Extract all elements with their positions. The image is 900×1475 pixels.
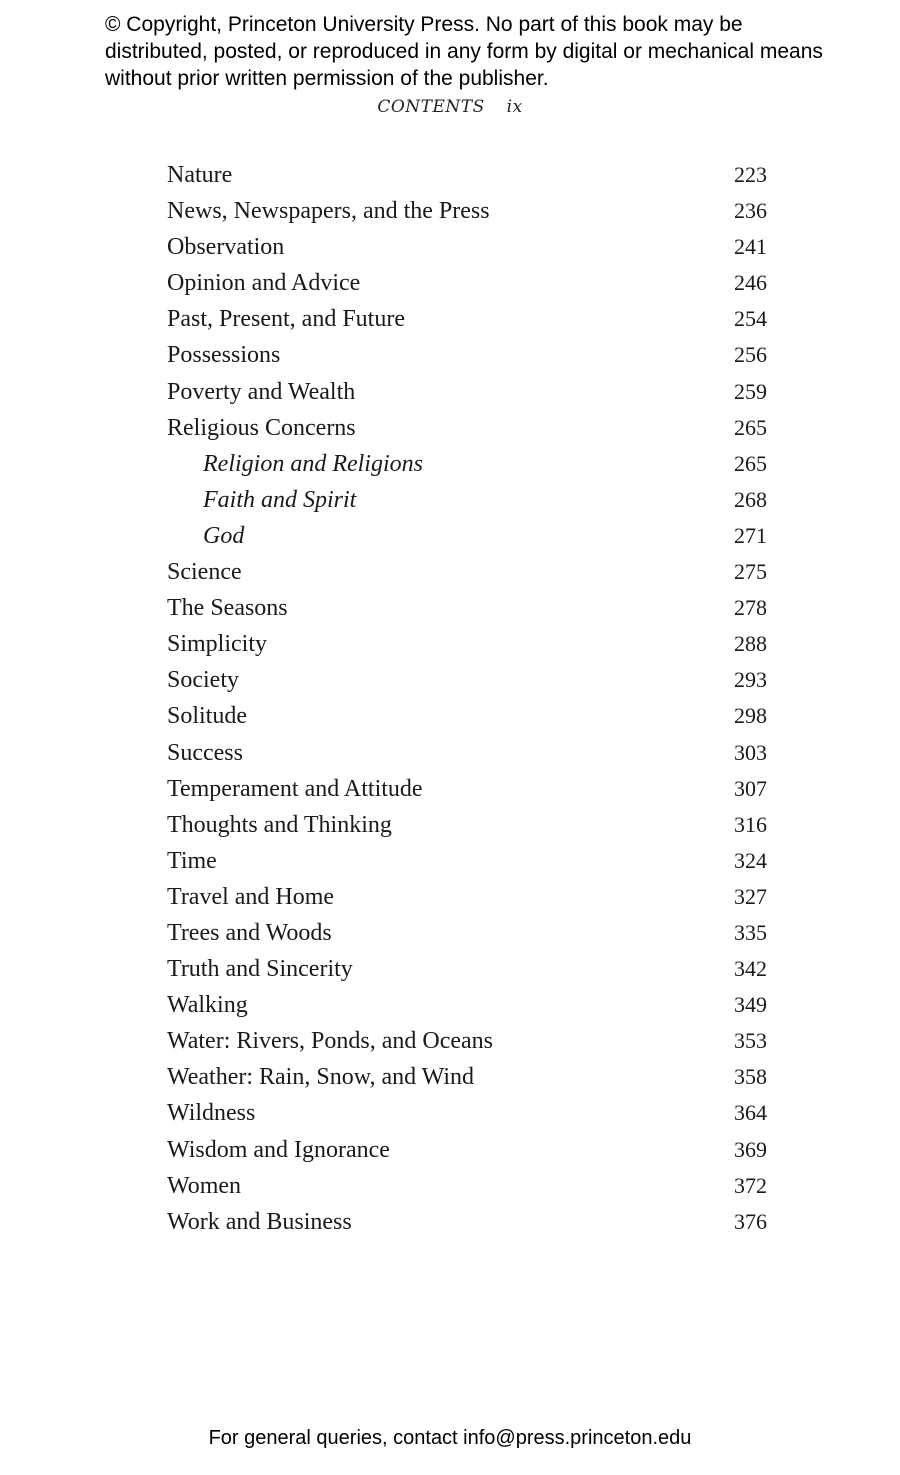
toc-entry-title: Walking: [167, 992, 248, 1019]
toc-entry-page-number: 293: [734, 667, 767, 693]
toc-entry: [167, 162, 767, 198]
toc-entry-page-number: 372: [734, 1172, 767, 1198]
toc-entry-title: Water: Rivers, Ponds, and Oceans: [167, 1028, 493, 1055]
toc-entry: [167, 415, 767, 451]
toc-entry-page-number: 349: [734, 992, 767, 1018]
toc-entry: [167, 1137, 767, 1173]
toc-entry-page-number: 303: [734, 739, 767, 765]
toc-entry: [167, 234, 767, 270]
toc-entry-title: Religious Concerns: [167, 414, 356, 441]
toc-entry-page-number: 369: [734, 1136, 767, 1162]
toc-entry: [167, 1064, 767, 1100]
toc-entry: [167, 306, 767, 342]
toc-entry: [167, 776, 767, 812]
toc-entry: [167, 1173, 767, 1209]
toc-entry-title: Thoughts and Thinking: [167, 811, 392, 838]
toc-entry: [167, 379, 767, 415]
toc-entry-page-number: 259: [734, 378, 767, 404]
toc-entry-title: News, Newspapers, and the Press: [167, 198, 490, 225]
toc-entry-page-number: 256: [734, 342, 767, 368]
toc-entry-page-number: 335: [734, 919, 767, 945]
toc-entry-title: Poverty and Wealth: [167, 378, 356, 405]
toc-subentry: [167, 451, 767, 487]
toc-entry-title: Wildness: [167, 1100, 256, 1127]
toc-entry-page-number: 241: [734, 234, 767, 260]
toc-entry-title: Truth and Sincerity: [167, 956, 353, 983]
toc-entry-page-number: 358: [734, 1064, 767, 1090]
toc-entry-title: Trees and Woods: [167, 919, 332, 946]
toc-entry-title: Temperament and Attitude: [167, 775, 423, 802]
toc-entry-title: Wisdom and Ignorance: [167, 1136, 390, 1163]
toc-entry-title: The Seasons: [167, 595, 288, 622]
table-of-contents: [167, 162, 767, 1245]
toc-entry: [167, 848, 767, 884]
toc-entry-title: Simplicity: [167, 631, 268, 658]
toc-entry: [167, 631, 767, 667]
toc-entry: [167, 1100, 767, 1136]
running-head: [0, 97, 900, 117]
toc-entry: [167, 884, 767, 920]
toc-entry-page-number: 223: [734, 162, 767, 187]
copyright-notice: © Copyright, Princeton University Press. No part of this book may be distributed, posted, or reproduced in any form by digital or mechanical means without prior written permission of the publisher.: [105, 13, 823, 90]
toc-entry: [167, 270, 767, 306]
toc-entry-page-number: 307: [734, 775, 767, 801]
toc-entry: [167, 559, 767, 595]
toc-subentry: [167, 523, 767, 559]
toc-entry: [167, 703, 767, 739]
toc-entry-page-number: 353: [734, 1028, 767, 1054]
toc-entry-page-number: 288: [734, 631, 767, 657]
toc-entry-title: Success: [167, 739, 243, 766]
toc-entry-title: Possessions: [167, 342, 281, 369]
toc-entry-page-number: 265: [734, 450, 767, 476]
toc-entry-title: God: [203, 522, 245, 549]
toc-entry: [167, 1209, 767, 1245]
toc-entry-title: Solitude: [167, 703, 248, 730]
toc-subentry: [167, 487, 767, 523]
toc-entry-title: Time: [167, 847, 217, 874]
running-head-page-number: ix: [506, 97, 523, 117]
toc-entry-page-number: 342: [734, 956, 767, 982]
toc-entry: [167, 667, 767, 703]
toc-entry-page-number: 271: [734, 522, 767, 548]
toc-entry-title: Past, Present, and Future: [167, 306, 405, 333]
toc-entry-page-number: 324: [734, 847, 767, 873]
toc-entry: [167, 198, 767, 234]
toc-entry: [167, 595, 767, 631]
toc-entry: [167, 1028, 767, 1064]
toc-entry-title: Nature: [167, 162, 233, 188]
toc-entry-page-number: 364: [734, 1100, 767, 1126]
running-head-section: CONTENTS: [377, 97, 485, 117]
toc-entry-page-number: 327: [734, 883, 767, 909]
toc-entry-page-number: 254: [734, 306, 767, 332]
toc-entry: [167, 812, 767, 848]
toc-entry-page-number: 298: [734, 703, 767, 729]
toc-entry-page-number: 246: [734, 270, 767, 296]
toc-entry: [167, 342, 767, 378]
toc-entry: [167, 992, 767, 1028]
toc-entry-title: Science: [167, 559, 242, 586]
footer-contact: For general queries, contact info@press.princeton.edu: [208, 1427, 692, 1449]
toc-entry: [167, 920, 767, 956]
toc-entry-title: Opinion and Advice: [167, 270, 361, 297]
toc-entry-title: Observation: [167, 234, 285, 261]
toc-entry-title: Faith and Spirit: [203, 486, 357, 513]
toc-entry-title: Society: [167, 667, 239, 694]
toc-entry: [167, 956, 767, 992]
toc-entry-title: Religion and Religions: [203, 450, 423, 477]
toc-entry-page-number: 275: [734, 559, 767, 585]
toc-entry-title: Work and Business: [167, 1208, 352, 1235]
toc-entry-page-number: 278: [734, 595, 767, 621]
toc-entry-title: Travel and Home: [167, 883, 335, 910]
toc-entry-page-number: 316: [734, 811, 767, 837]
toc-entry-title: Weather: Rain, Snow, and Wind: [167, 1064, 475, 1091]
toc-entry-page-number: 376: [734, 1208, 767, 1234]
toc-entry-title: Women: [167, 1172, 242, 1199]
toc-entry-page-number: 265: [734, 414, 767, 440]
toc-entry-page-number: 236: [734, 198, 767, 224]
toc-entry: [167, 740, 767, 776]
toc-entry-page-number: 268: [734, 486, 767, 512]
